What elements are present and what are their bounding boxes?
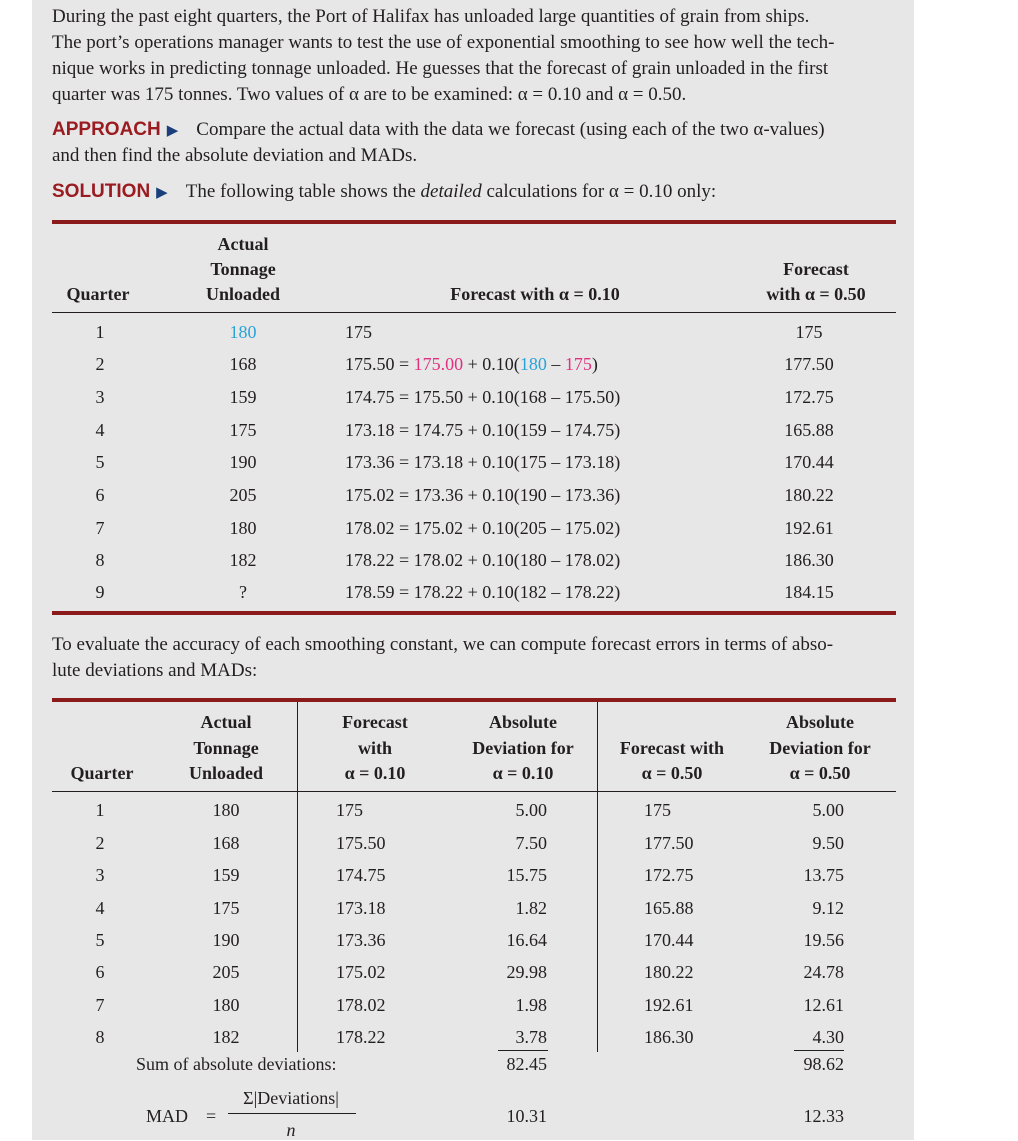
table2-row8-ad050: 4.30 — [812, 1027, 844, 1047]
row2-forecast-value: 175.50 — [345, 354, 395, 374]
table2-row3-quarter: 3 — [95, 865, 105, 885]
table2-row6-actual: 205 — [212, 962, 240, 982]
table2-header-ad010-3: α = 0.10 — [492, 763, 554, 783]
table2-row8-quarter: 8 — [95, 1027, 105, 1047]
table2-row6-ad010: 29.98 — [506, 962, 547, 982]
table2-row2-ad050: 9.50 — [812, 833, 844, 853]
table2-row3-f010: 174.75 — [336, 865, 386, 885]
table1-row7-actual: 180 — [229, 518, 257, 538]
table1-row9-actual: ? — [239, 582, 247, 602]
table1-row6-quarter: 6 — [95, 485, 105, 505]
table2-header-ad050-1: Absolute — [785, 712, 854, 732]
sum-050-underline — [794, 1050, 844, 1051]
table1-row2-actual: 168 — [229, 354, 257, 374]
approach-text-line-2: and then find the absolute deviation and MADs. — [52, 145, 418, 166]
table1-row5-actual: 190 — [229, 452, 257, 472]
table2-row6-f050: 180.22 — [644, 962, 694, 982]
table1-row4-actual: 175 — [229, 420, 257, 440]
table1-row9-forecast-010: 178.59 = 178.22 + 0.10(182 – 178.22) — [345, 582, 621, 602]
sum-010-underline — [498, 1050, 548, 1051]
table2-row5-actual: 190 — [212, 930, 240, 950]
table2-row1-ad050: 5.00 — [812, 800, 844, 820]
table2-row8-f050: 186.30 — [644, 1027, 694, 1047]
table2-row5-quarter: 5 — [95, 930, 105, 950]
table2-divider-1 — [297, 702, 298, 1052]
table2-row2-f010: 175.50 — [336, 833, 386, 853]
table1-row8-forecast-010: 178.22 = 178.02 + 0.10(180 – 178.02) — [345, 550, 621, 570]
table1-header-actual-3: Unloaded — [205, 284, 281, 304]
table2-row7-ad050: 12.61 — [803, 995, 844, 1015]
table2-row7-f010: 178.02 — [336, 995, 386, 1015]
table1-row3-forecast-010: 174.75 = 175.50 + 0.10(168 – 175.50) — [345, 387, 621, 407]
table1-row7-quarter: 7 — [95, 518, 105, 538]
table2-row2-f050: 177.50 — [644, 833, 694, 853]
solution-text-before: The following table shows the — [185, 181, 421, 202]
table2-row2-actual: 168 — [212, 833, 240, 853]
evaluate-line-2: lute deviations and MADs: — [52, 660, 258, 681]
table1-row1-actual: 180 — [229, 322, 257, 342]
table2-row5-ad010: 16.64 — [506, 930, 547, 950]
table1-row4-forecast-050: 165.88 — [784, 420, 834, 440]
table2-row1-f010: 175 — [336, 800, 363, 820]
table2-header-f010-2: with — [357, 738, 392, 758]
table2-header-actual-2: Tonnage — [193, 738, 259, 758]
table2-row5-f050: 170.44 — [644, 930, 694, 950]
table2-row5-ad050: 19.56 — [803, 930, 844, 950]
table2-row8-f010: 178.22 — [336, 1027, 386, 1047]
intro-line-2: The port’s operations manager wants to test the use of exponential smoothing to see how well the tech- — [52, 32, 835, 53]
sum-label: Sum of absolute deviations: — [136, 1054, 337, 1074]
table1-row5-forecast-010: 173.36 = 173.18 + 0.10(175 – 173.18) — [345, 452, 621, 472]
table2-header-ad010-1: Absolute — [488, 712, 557, 732]
table1-row6-actual: 205 — [229, 485, 257, 505]
table1-row2-forecast-010 — [345, 353, 598, 375]
table1-row3-quarter: 3 — [95, 387, 105, 407]
table1-row2-forecast-050: 177.50 — [784, 354, 834, 374]
table1-row8-quarter: 8 — [95, 550, 105, 570]
table1-header-actual-2: Tonnage — [210, 259, 276, 279]
table2-row1-quarter: 1 — [95, 800, 105, 820]
table2-row1-actual: 180 — [212, 800, 240, 820]
sum-010-value: 82.45 — [506, 1054, 547, 1074]
intro-line-4: quarter was 175 tonnes. Two values of α are to be examined: α = 0.10 and α = 0.50. — [52, 84, 687, 105]
table1-row8-forecast-050: 186.30 — [784, 550, 834, 570]
row2-minus: – — [546, 354, 565, 374]
sum-050-value: 98.62 — [803, 1054, 844, 1074]
table2-row7-actual: 180 — [212, 995, 240, 1015]
table2-row8-ad010: 3.78 — [515, 1027, 547, 1047]
table1-header-forecast-050-1: Forecast — [783, 259, 849, 279]
table1-header-forecast-010: Forecast with α = 0.10 — [450, 284, 620, 304]
mad-050-value: 12.33 — [803, 1106, 844, 1126]
solution-text-after: calculations for α = 0.10 only: — [481, 181, 717, 202]
table2-header-f010-1: Forecast — [342, 712, 408, 732]
table1-row8-actual: 182 — [229, 550, 257, 570]
table2-header-quarter: Quarter — [70, 763, 134, 783]
table2-row3-ad010: 15.75 — [506, 865, 547, 885]
row2-equals: = — [394, 354, 414, 374]
table2-header-ad050-2: Deviation for — [769, 738, 871, 758]
table1-header-forecast-050-2: with α = 0.50 — [766, 284, 866, 304]
table1-header-quarter: Quarter — [66, 284, 130, 304]
table2-row3-ad050: 13.75 — [803, 865, 844, 885]
approach-text-line-1: Compare the actual data with the data we forecast (using each of the two α-values) — [196, 119, 825, 140]
mad-fraction-bar — [228, 1113, 356, 1114]
table1-top-rule — [52, 220, 896, 224]
table2-row4-ad050: 9.12 — [812, 898, 844, 918]
table1-row4-quarter: 4 — [95, 420, 105, 440]
solution-label: SOLUTION — [52, 181, 151, 202]
evaluate-line-1: To evaluate the accuracy of each smoothing constant, we can compute forecast errors in terms of abso- — [52, 634, 834, 655]
solution-arrow-icon: ▶ — [156, 185, 168, 201]
table1-row1-quarter: 1 — [95, 322, 105, 342]
table2-header-ad010-2: Deviation for — [472, 738, 574, 758]
table1-header-actual-1: Actual — [217, 234, 269, 254]
table2-row5-f010: 173.36 — [336, 930, 386, 950]
table2-header-actual-1: Actual — [200, 712, 252, 732]
intro-line-3: nique works in predicting tonnage unloaded. He guesses that the forecast of grain unloaded in the first — [52, 58, 829, 79]
table1-header-divider — [52, 312, 896, 313]
table2-row7-f050: 192.61 — [644, 995, 694, 1015]
table2-top-rule — [52, 698, 896, 702]
table1-row6-forecast-050: 180.22 — [784, 485, 834, 505]
table2-header-actual-3: Unloaded — [188, 763, 264, 783]
table2-header-f050-1: Forecast with — [619, 738, 725, 758]
table2-row4-actual: 175 — [212, 898, 240, 918]
mad-label: MAD — [146, 1106, 189, 1126]
table1-row3-forecast-050: 172.75 — [784, 387, 834, 407]
table2-row6-ad050: 24.78 — [803, 962, 844, 982]
table2-row2-quarter: 2 — [95, 833, 105, 853]
table2-row4-quarter: 4 — [95, 898, 105, 918]
table1-row1-forecast-050: 175 — [795, 322, 823, 342]
table2-header-ad050-3: α = 0.50 — [789, 763, 851, 783]
row2-actual-value: 180 — [519, 354, 547, 374]
mad-equals: = — [206, 1106, 217, 1126]
table1-row6-forecast-010: 175.02 = 173.36 + 0.10(190 – 173.36) — [345, 485, 621, 505]
table2-row8-actual: 182 — [212, 1027, 240, 1047]
approach-arrow-icon: ▶ — [166, 123, 179, 139]
table1-row2-quarter: 2 — [95, 354, 105, 374]
approach-paragraph — [52, 117, 825, 144]
table2-row4-f050: 165.88 — [644, 898, 694, 918]
table1-row4-forecast-010: 173.18 = 174.75 + 0.10(159 – 174.75) — [345, 420, 621, 440]
table1-row5-quarter: 5 — [95, 452, 105, 472]
table2-row2-ad010: 7.50 — [515, 833, 547, 853]
table1-row7-forecast-010: 178.02 = 175.02 + 0.10(205 – 175.02) — [345, 518, 621, 538]
table2-row4-ad010: 1.82 — [515, 898, 547, 918]
table2-row7-quarter: 7 — [95, 995, 105, 1015]
mad-numerator: Σ|Deviations| — [243, 1088, 339, 1108]
table1-row1-forecast-010: 175 — [345, 322, 372, 342]
intro-line-1: During the past eight quarters, the Port of Halifax has unloaded large quantities of grain from ships. — [52, 6, 810, 27]
table1-bottom-rule — [52, 611, 896, 615]
table2-row1-f050: 175 — [644, 800, 671, 820]
table1-row5-forecast-050: 170.44 — [784, 452, 834, 472]
table2-row1-ad010: 5.00 — [515, 800, 547, 820]
table1-row9-forecast-050: 184.15 — [784, 582, 834, 602]
row2-previous-forecast-2: 175 — [564, 354, 592, 374]
table2-divider-2 — [597, 702, 598, 1052]
solution-text-italic: detailed — [420, 181, 482, 202]
table2-header-divider — [52, 791, 896, 792]
table2-row4-f010: 173.18 — [336, 898, 386, 918]
table2-header-f010-3: α = 0.10 — [344, 763, 406, 783]
row2-close-paren: ) — [591, 354, 598, 374]
table2-row6-quarter: 6 — [95, 962, 105, 982]
approach-label: APPROACH — [52, 119, 161, 140]
table2-row3-actual: 159 — [212, 865, 240, 885]
table2-row6-f010: 175.02 — [336, 962, 386, 982]
table1-row9-quarter: 9 — [95, 582, 105, 602]
row2-previous-forecast: 175.00 — [413, 354, 464, 374]
mad-denominator: n — [286, 1120, 296, 1140]
mad-010-value: 10.31 — [506, 1106, 547, 1126]
table2-row7-ad010: 1.98 — [515, 995, 547, 1015]
table2-row3-f050: 172.75 — [644, 865, 694, 885]
row2-plus-alpha: + 0.10( — [463, 354, 520, 374]
table2-header-f050-2: α = 0.50 — [641, 763, 703, 783]
table1-row7-forecast-050: 192.61 — [784, 518, 834, 538]
table1-row3-actual: 159 — [229, 387, 257, 407]
solution-paragraph — [52, 179, 716, 206]
